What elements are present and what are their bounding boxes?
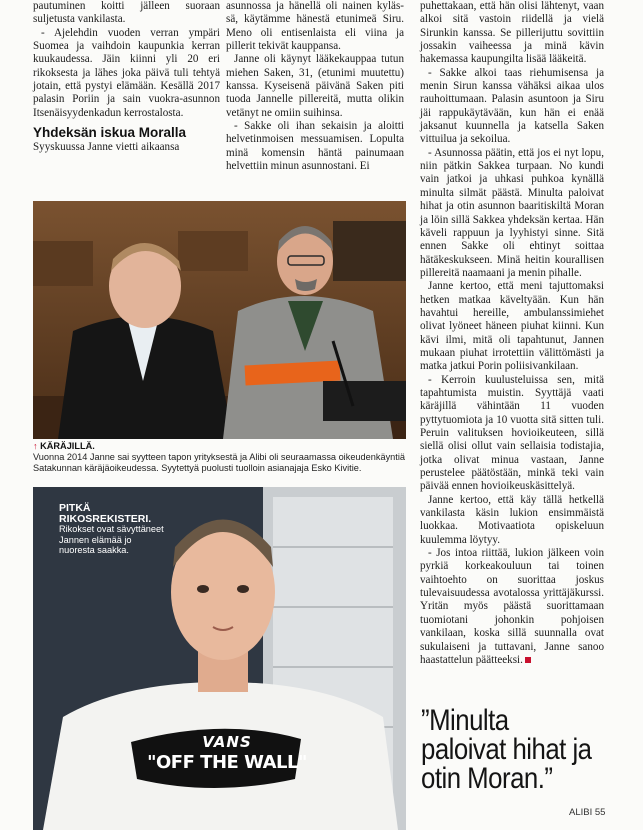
courtroom-photo <box>33 201 406 439</box>
paragraph: - Asunnossa päätin, että jos ei nyt lopu, niin pätkin Sakkea turpaan. No kundi vain jatkoi ja uhkasi puhkoa kynällä minulta silmät päästä. Minulta paloivat hihat ja otin asunnon baaritiskiltä Moran ja löin sillä Sakkea yhdeksän kertaa. Hän käveli rappuun ja lyyhistyi sinne. Sitä ennen Sakke oli ehtinyt soittaa hätäkeskukseen. Minä heitin kourallisen pillereitä naamaani ja menin pihalle. <box>420 146 604 279</box>
paragraph: - Kerroin kuulusteluissa sen, mitä tapahtumista muistin. Syyttäjä vaati käräjillä vähintään 11 vuoden pyttytuomiota ja 10 vuotta sitä sitten tuli. Peruin valituksen hovioikeuteen, sillä siellä olisi ollut vain sellaisia todistajia, jotka olivat minua vastaan, Janne perustelee päätöstään, minkä teki vain päivää ennen hovioikeuskäsittelyä. <box>420 373 604 493</box>
caption-kicker: PITKÄ RIKOSREKISTERI. <box>59 502 152 525</box>
photo-caption-2 <box>59 503 169 556</box>
subheading: Yhdeksän iskua Moralla <box>33 125 187 141</box>
text-column-1 <box>33 0 220 155</box>
page-number: ALIBI 55 <box>569 807 606 818</box>
caption-text: Rikokset ovat sävyttäneet Jannen elämää jo nuoresta saakka. <box>59 524 164 555</box>
paragraph: Janne kertoo, että käy tällä hetkellä vankilasta käsin lukion ensimmäistä luokkaa. Motivaatiota opiskeluun kuulemma löytyy. <box>420 493 604 546</box>
text-column-3 <box>420 0 604 667</box>
courtroom-illustration <box>33 201 406 439</box>
shirt-brand-text: VANS <box>202 733 252 751</box>
shirt-slogan-text: "OFF THE WALL" <box>147 752 307 773</box>
photo-caption-1 <box>33 441 406 474</box>
paragraph: Janne kertoo, että meni tajuttomaksi hetken matkaa käveltyään. Kun hän havahtui hereille, ambulanssimiehet olivat lyöneet häneen piuhat kiinni. Kun kävi ilmi, mitä oli tapahtunut, Jannen mukaan piuhat irrotettiin välittömästi ja matka jatkui Porin poliisivankilaan. <box>420 280 604 373</box>
paragraph <box>420 547 604 667</box>
caption-arrow-icon: ↑ <box>33 441 38 451</box>
paragraph: pautuminen koitti jälleen suoraan suljetusta vankilasta. <box>33 0 220 26</box>
end-mark <box>525 657 531 663</box>
pull-quote: ”Minulta paloivat hihat ja otin Moran.” <box>421 704 592 795</box>
paragraph: - Sakke alkoi taas riehumisensa ja menin Sirun kanssa vähäksi aikaa ulos rauhoittumaan. Palasin asuntoon ja Siru jäi rappukäytävään, kun hän ei enää jaksanut kuunnella ja katsella Saken vittuilua ja sekoilua. <box>420 66 604 146</box>
paragraph: puhettakaan, että hän olisi lähtenyt, vaan alkoi sitä vastoin riidellä ja vielä Sirunkin kanssa. Se pillerijuttu sovittiin jossakin vaiheessa ja minä kävin hakemassa kaupungilta lisää lääkeitä. <box>420 0 604 66</box>
paragraph: - Sakke oli ihan sekaisin ja aloitti helvetinmoisen messuamisen. Lopulta minä komensin häntä painumaan helvettiin minun asunnostani. Ei <box>226 120 404 173</box>
paragraph: asunnossa ja hänellä oli nainen kyläs-sä, käytämme hänestä etunimeä Siru. Meno oli entisenlaista eli viina ja pillerit tekivät kauppansa. <box>226 0 404 53</box>
paragraph: Janne oli käynyt lääkekauppaa tutun miehen Saken, 31, (etunimi muutettu) kanssa. Kyseisenä päivänä Saken piti tuoda Jannelle pillereitä, mutta olikin vetänyt ne omiin suihinsa. <box>226 53 404 119</box>
paragraph-text: - Jos intoa riittää, lukion jälkeen voin pyrkiä korkeakouluun tai toinen vaihtoehto on suorittaa joskus tulevaisuudessa avotalossa yrittäjäkurssi. Yritän myös päästä suorittamaan tuomiotani johonkin pohjoisen vankilaan, koska sillä suunnalla ovat sukulaiseni ja tuttavani, Janne sanoo haastattelun päätteeksi. <box>420 547 604 666</box>
text-column-2 <box>226 0 404 173</box>
caption-kicker: KÄRÄJILLÄ. <box>40 441 95 451</box>
paragraph: - Ajelehdin vuoden verran ympäri Suomea ja vaihdoin kaupunkia kerran kuukaudessa. Jäin kiinni yli 20 eri rikoksesta ja lähes joka päivä tuli tehtyä jotain, että pystyi elämään. Kesällä 2017 palasin Poriin ja sain vuokra-asunnon Itsenäisyydenkadun kerrostalosta. <box>33 26 220 119</box>
paragraph: Syyskuussa Janne vietti aikaansa <box>33 141 180 154</box>
caption-text: Vuonna 2014 Janne sai syytteen tapon yrityksestä ja Alibi oli seuraamassa oikeudenkäyntiä Satakunnan käräjäoikeudessa. Syytettyä puolusti tuolloin asianajaja Esko Kivitie. <box>33 452 405 473</box>
